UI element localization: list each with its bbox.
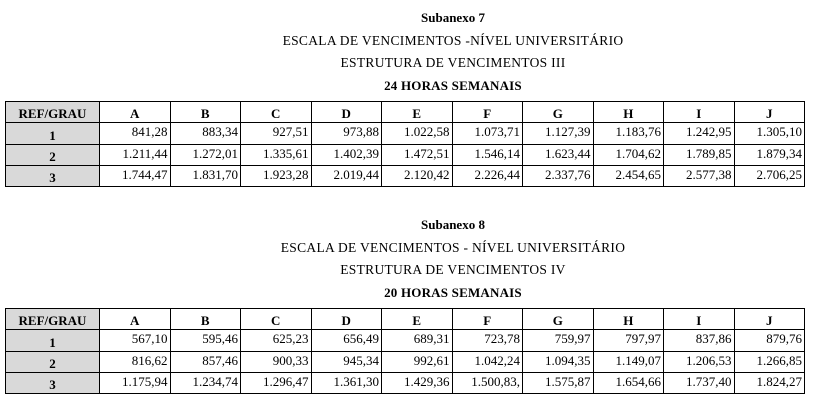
structure-title: ESTRUTURA DE VENCIMENTOS III — [340, 55, 566, 70]
ref-row-label: 2 — [6, 352, 100, 373]
salary-value-cell: 1.335,61 — [241, 145, 312, 166]
salary-value-cell: 2.337,76 — [523, 166, 594, 187]
salary-value-cell: 2.019,44 — [311, 166, 382, 187]
grade-column-header: E — [382, 309, 453, 330]
grade-column-header: A — [100, 309, 171, 330]
grade-column-header: F — [452, 309, 523, 330]
structure-title: ESTRUTURA DE VENCIMENTOS IV — [340, 262, 566, 277]
salary-value-cell: 1.094,35 — [523, 352, 594, 373]
salary-value-cell: 595,46 — [170, 330, 241, 352]
table-header-row — [6, 102, 805, 123]
ref-row-label: 1 — [6, 330, 100, 352]
salary-value-cell: 1.272,01 — [170, 145, 241, 166]
grade-column-header: J — [734, 102, 805, 123]
salary-value-cell: 1.206,53 — [664, 352, 735, 373]
ref-row-label: 3 — [6, 373, 100, 394]
ref-row-label: 2 — [6, 145, 100, 166]
grade-column-header: G — [523, 102, 594, 123]
salary-value-cell: 857,46 — [170, 352, 241, 373]
salary-value-cell: 1.879,34 — [734, 145, 805, 166]
salary-value-cell: 900,33 — [241, 352, 312, 373]
salary-value-cell: 1.546,14 — [452, 145, 523, 166]
salary-value-cell: 1.234,74 — [170, 373, 241, 394]
salary-value-cell: 2.226,44 — [452, 166, 523, 187]
grade-column-header: D — [311, 309, 382, 330]
salary-value-cell: 1.923,28 — [241, 166, 312, 187]
salary-value-cell: 1.242,95 — [664, 123, 735, 145]
table-row — [6, 123, 805, 145]
salary-value-cell: 1.623,44 — [523, 145, 594, 166]
salary-value-cell: 759,97 — [523, 330, 594, 352]
salary-value-cell: 1.704,62 — [593, 145, 664, 166]
grade-column-header: E — [382, 102, 453, 123]
grade-column-header: B — [170, 309, 241, 330]
salary-value-cell: 2.577,38 — [664, 166, 735, 187]
salary-value-cell: 1.183,76 — [593, 123, 664, 145]
salary-value-cell: 2.706,25 — [734, 166, 805, 187]
table-header-row — [6, 309, 805, 330]
salary-value-cell: 797,97 — [593, 330, 664, 352]
salary-value-cell: 992,61 — [382, 352, 453, 373]
grade-column-header: G — [523, 309, 594, 330]
salary-value-cell: 1.429,36 — [382, 373, 453, 394]
grade-column-header: F — [452, 102, 523, 123]
salary-value-cell: 1.831,70 — [170, 166, 241, 187]
salary-value-cell: 1.266,85 — [734, 352, 805, 373]
salary-table — [5, 101, 805, 187]
salary-value-cell: 973,88 — [311, 123, 382, 145]
salary-value-cell: 1.042,24 — [452, 352, 523, 373]
salary-value-cell: 837,86 — [664, 330, 735, 352]
grade-column-header: C — [241, 309, 312, 330]
salary-value-cell: 1.402,39 — [311, 145, 382, 166]
salary-value-cell: 927,51 — [241, 123, 312, 145]
salary-value-cell: 2.454,65 — [593, 166, 664, 187]
salary-value-cell: 1.737,40 — [664, 373, 735, 394]
salary-value-cell: 1.149,07 — [593, 352, 664, 373]
salary-value-cell: 689,31 — [382, 330, 453, 352]
scale-title: ESCALA DE VENCIMENTOS -NÍVEL UNIVERSITÁRIO — [282, 33, 624, 48]
section-subtitle: Subanexo 7 — [421, 10, 485, 25]
ref-grau-header: REF/GRAU — [6, 102, 100, 123]
grade-column-header: J — [734, 309, 805, 330]
salary-value-cell: 1.127,39 — [523, 123, 594, 145]
salary-value-cell: 1.175,94 — [100, 373, 171, 394]
salary-value-cell: 879,76 — [734, 330, 805, 352]
salary-value-cell: 841,28 — [100, 123, 171, 145]
salary-value-cell: 2.120,42 — [382, 166, 453, 187]
salary-value-cell: 1.022,58 — [382, 123, 453, 145]
salary-value-cell: 567,10 — [100, 330, 171, 352]
salary-table — [5, 308, 805, 394]
ref-row-label: 3 — [6, 166, 100, 187]
salary-value-cell: 1.296,47 — [241, 373, 312, 394]
ref-grau-header: REF/GRAU — [6, 309, 100, 330]
salary-value-cell: 1.575,87 — [523, 373, 594, 394]
salary-value-cell: 1.789,85 — [664, 145, 735, 166]
salary-value-cell: 656,49 — [311, 330, 382, 352]
weekly-hours-title: 20 HORAS SEMANAIS — [384, 285, 522, 300]
ref-row-label: 1 — [6, 123, 100, 145]
salary-value-cell: 1.305,10 — [734, 123, 805, 145]
table-row — [6, 166, 805, 187]
salary-value-cell: 883,34 — [170, 123, 241, 145]
grade-column-header: H — [593, 102, 664, 123]
salary-value-cell: 723,78 — [452, 330, 523, 352]
scale-title: ESCALA DE VENCIMENTOS - NÍVEL UNIVERSITÁRIO — [280, 240, 626, 255]
grade-column-header: C — [241, 102, 312, 123]
salary-value-cell: 625,23 — [241, 330, 312, 352]
weekly-hours-title: 24 HORAS SEMANAIS — [384, 78, 522, 93]
salary-value-cell: 1.824,27 — [734, 373, 805, 394]
table-row — [6, 352, 805, 373]
salary-value-cell: 945,34 — [311, 352, 382, 373]
salary-value-cell: 1.361,30 — [311, 373, 382, 394]
section-subtitle: Subanexo 8 — [421, 217, 485, 232]
grade-column-header: A — [100, 102, 171, 123]
salary-value-cell: 1.744,47 — [100, 166, 171, 187]
salary-value-cell: 1.654,66 — [593, 373, 664, 394]
grade-column-header: I — [664, 309, 735, 330]
salary-value-cell: 1.073,71 — [452, 123, 523, 145]
grade-column-header: B — [170, 102, 241, 123]
salary-value-cell: 1.500,83, — [452, 373, 523, 394]
grade-column-header: H — [593, 309, 664, 330]
grade-column-header: I — [664, 102, 735, 123]
table-row — [6, 373, 805, 394]
grade-column-header: D — [311, 102, 382, 123]
table-row — [6, 330, 805, 352]
table-row — [6, 145, 805, 166]
salary-value-cell: 816,62 — [100, 352, 171, 373]
salary-value-cell: 1.211,44 — [100, 145, 171, 166]
salary-value-cell: 1.472,51 — [382, 145, 453, 166]
